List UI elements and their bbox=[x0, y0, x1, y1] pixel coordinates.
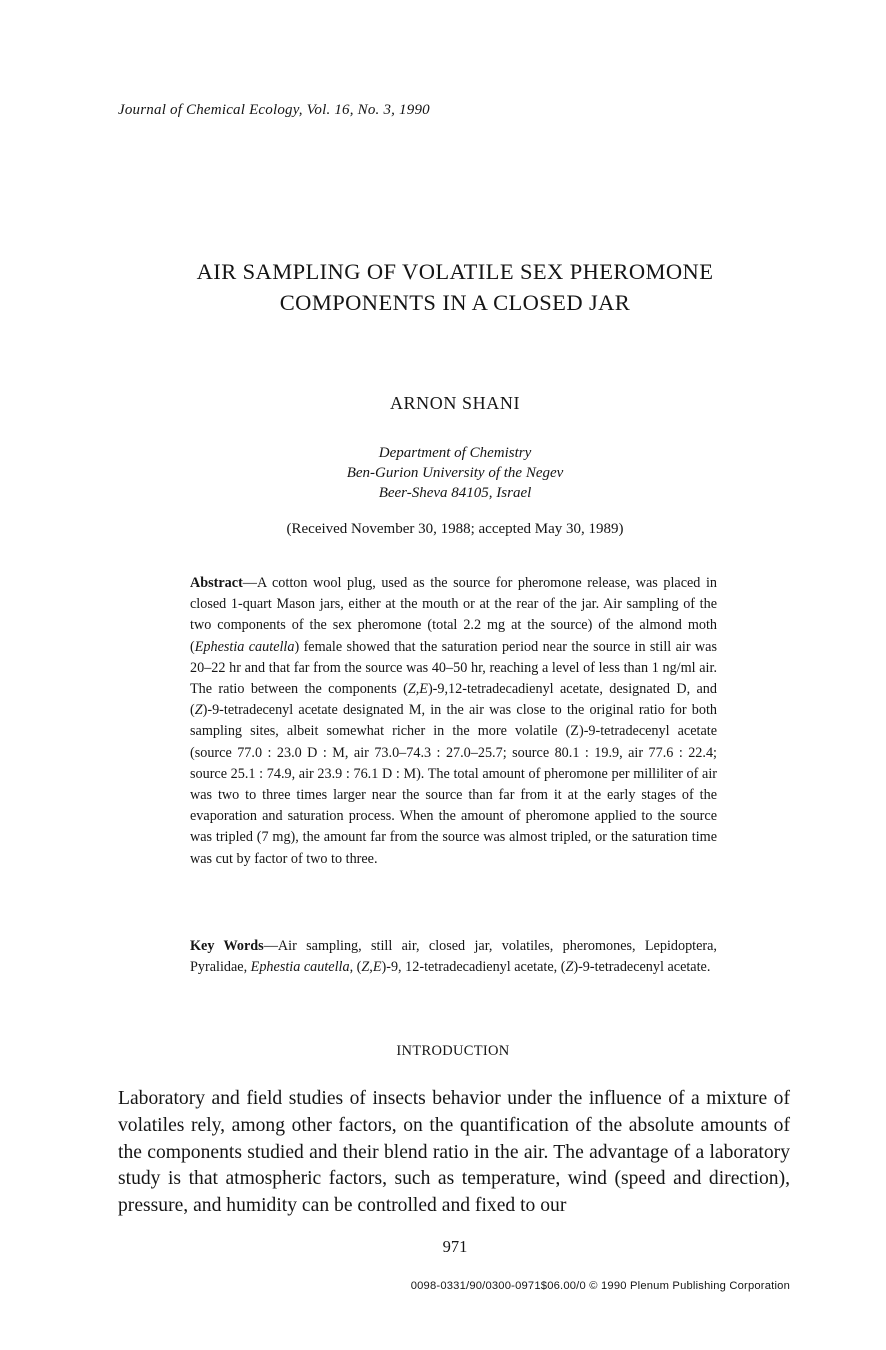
affiliation-university: Ben-Gurion University of the Negev bbox=[346, 465, 564, 481]
affiliation-address: Beer-Sheva 84105, Israel bbox=[378, 485, 532, 501]
keywords-text-1: —Air sampling, still air, closed jar, volatiles, pheromones, Lepidoptera, Pyralidae, bbox=[190, 938, 717, 976]
abstract-text-3: )-9,12-tetradecadienyl acetate, designated D, and ( bbox=[190, 681, 717, 719]
author-name: ARNON SHANI bbox=[389, 393, 521, 413]
copyright-footer: 0098-0331/90/0300-0971$06.00/0 © 1990 Plenum Publishing Corporation bbox=[410, 1280, 790, 1292]
keywords-text-3: )-9, 12-tetradecadienyl acetate, ( bbox=[381, 959, 566, 976]
article-title bbox=[100, 256, 810, 318]
section-heading-introduction: INTRODUCTION bbox=[396, 1043, 510, 1059]
abstract-label: Abstract bbox=[190, 575, 243, 591]
abstract-species: Ephestia cautella bbox=[194, 638, 295, 655]
keywords-ze: Z,E bbox=[361, 959, 382, 976]
abstract-z-1: Z bbox=[194, 702, 203, 719]
page-number: 971 bbox=[442, 1237, 468, 1256]
affiliation bbox=[0, 443, 886, 503]
title-line-1: AIR SAMPLING OF VOLATILE SEX PHEROMONE bbox=[196, 259, 714, 284]
received-dates: (Received November 30, 1988; accepted May 30, 1989) bbox=[286, 521, 624, 537]
affiliation-department: Department of Chemistry bbox=[378, 445, 532, 461]
abstract-ze-1: Z,E bbox=[407, 681, 428, 698]
keywords-species: Ephestia cautella bbox=[250, 959, 350, 976]
keywords bbox=[190, 936, 717, 978]
keywords-text-4: )-9-tetradecenyl acetate. bbox=[573, 959, 711, 976]
journal-citation: Journal of Chemical Ecology, Vol. 16, No. 3, 1990 bbox=[118, 102, 430, 118]
abstract-text-2: ) female showed that the saturation period near the source in still air was 20–22 hr and that far from the source was 40–50 hr, reaching a level of less than 1 ng/ml air. The ratio between the components ( bbox=[190, 638, 717, 698]
introduction-paragraph: Laboratory and field studies of insects behavior under the influence of a mixture of volatiles rely, among other factors, on the quantification of the absolute amounts of the components studied and their blend ratio in the air. The advantage of a laboratory study is that atmospheric factors, such as temperature, wind (speed and direction), pressure, and humidity can be controlled and fixed to our bbox=[118, 1088, 790, 1217]
keywords-text-2: , ( bbox=[349, 959, 362, 976]
abstract bbox=[190, 573, 717, 870]
abstract-text-4: )-9-tetradecenyl acetate designated M, in the air was close to the original ratio for both sampling sites, albeit somewhat richer in the more volatile (Z)-9-tetradecenyl acetate (source 77.0 : 23.0 D : M, air 73.0–74.3 : 27.0–25.7; source 80.1 : 19.9, air 77.6 : 22.4; source 25.1 : 74.9, air 23.9 : 76.1 D : M). The total amount of pheromone per milliliter of air was two to three times larger near the source than far from it at the early stages of the evaporation and saturation process. When the amount of pheromone applied to the source was tripled (7 mg), the amount far from the source was almost tripled, or the saturation time was cut by factor of two to three. bbox=[190, 702, 717, 867]
keywords-label: Key Words bbox=[190, 938, 264, 954]
title-line-2: COMPONENTS IN A CLOSED JAR bbox=[279, 290, 631, 315]
abstract-text-1: —A cotton wool plug, used as the source for pheromone release, was placed in closed 1-quart Mason jars, either at the mouth or at the rear of the jar. Air sampling of the two components of the sex pheromone (total 2.2 mg at the source) of the almond moth ( bbox=[190, 575, 717, 655]
keywords-z: Z bbox=[565, 959, 574, 976]
